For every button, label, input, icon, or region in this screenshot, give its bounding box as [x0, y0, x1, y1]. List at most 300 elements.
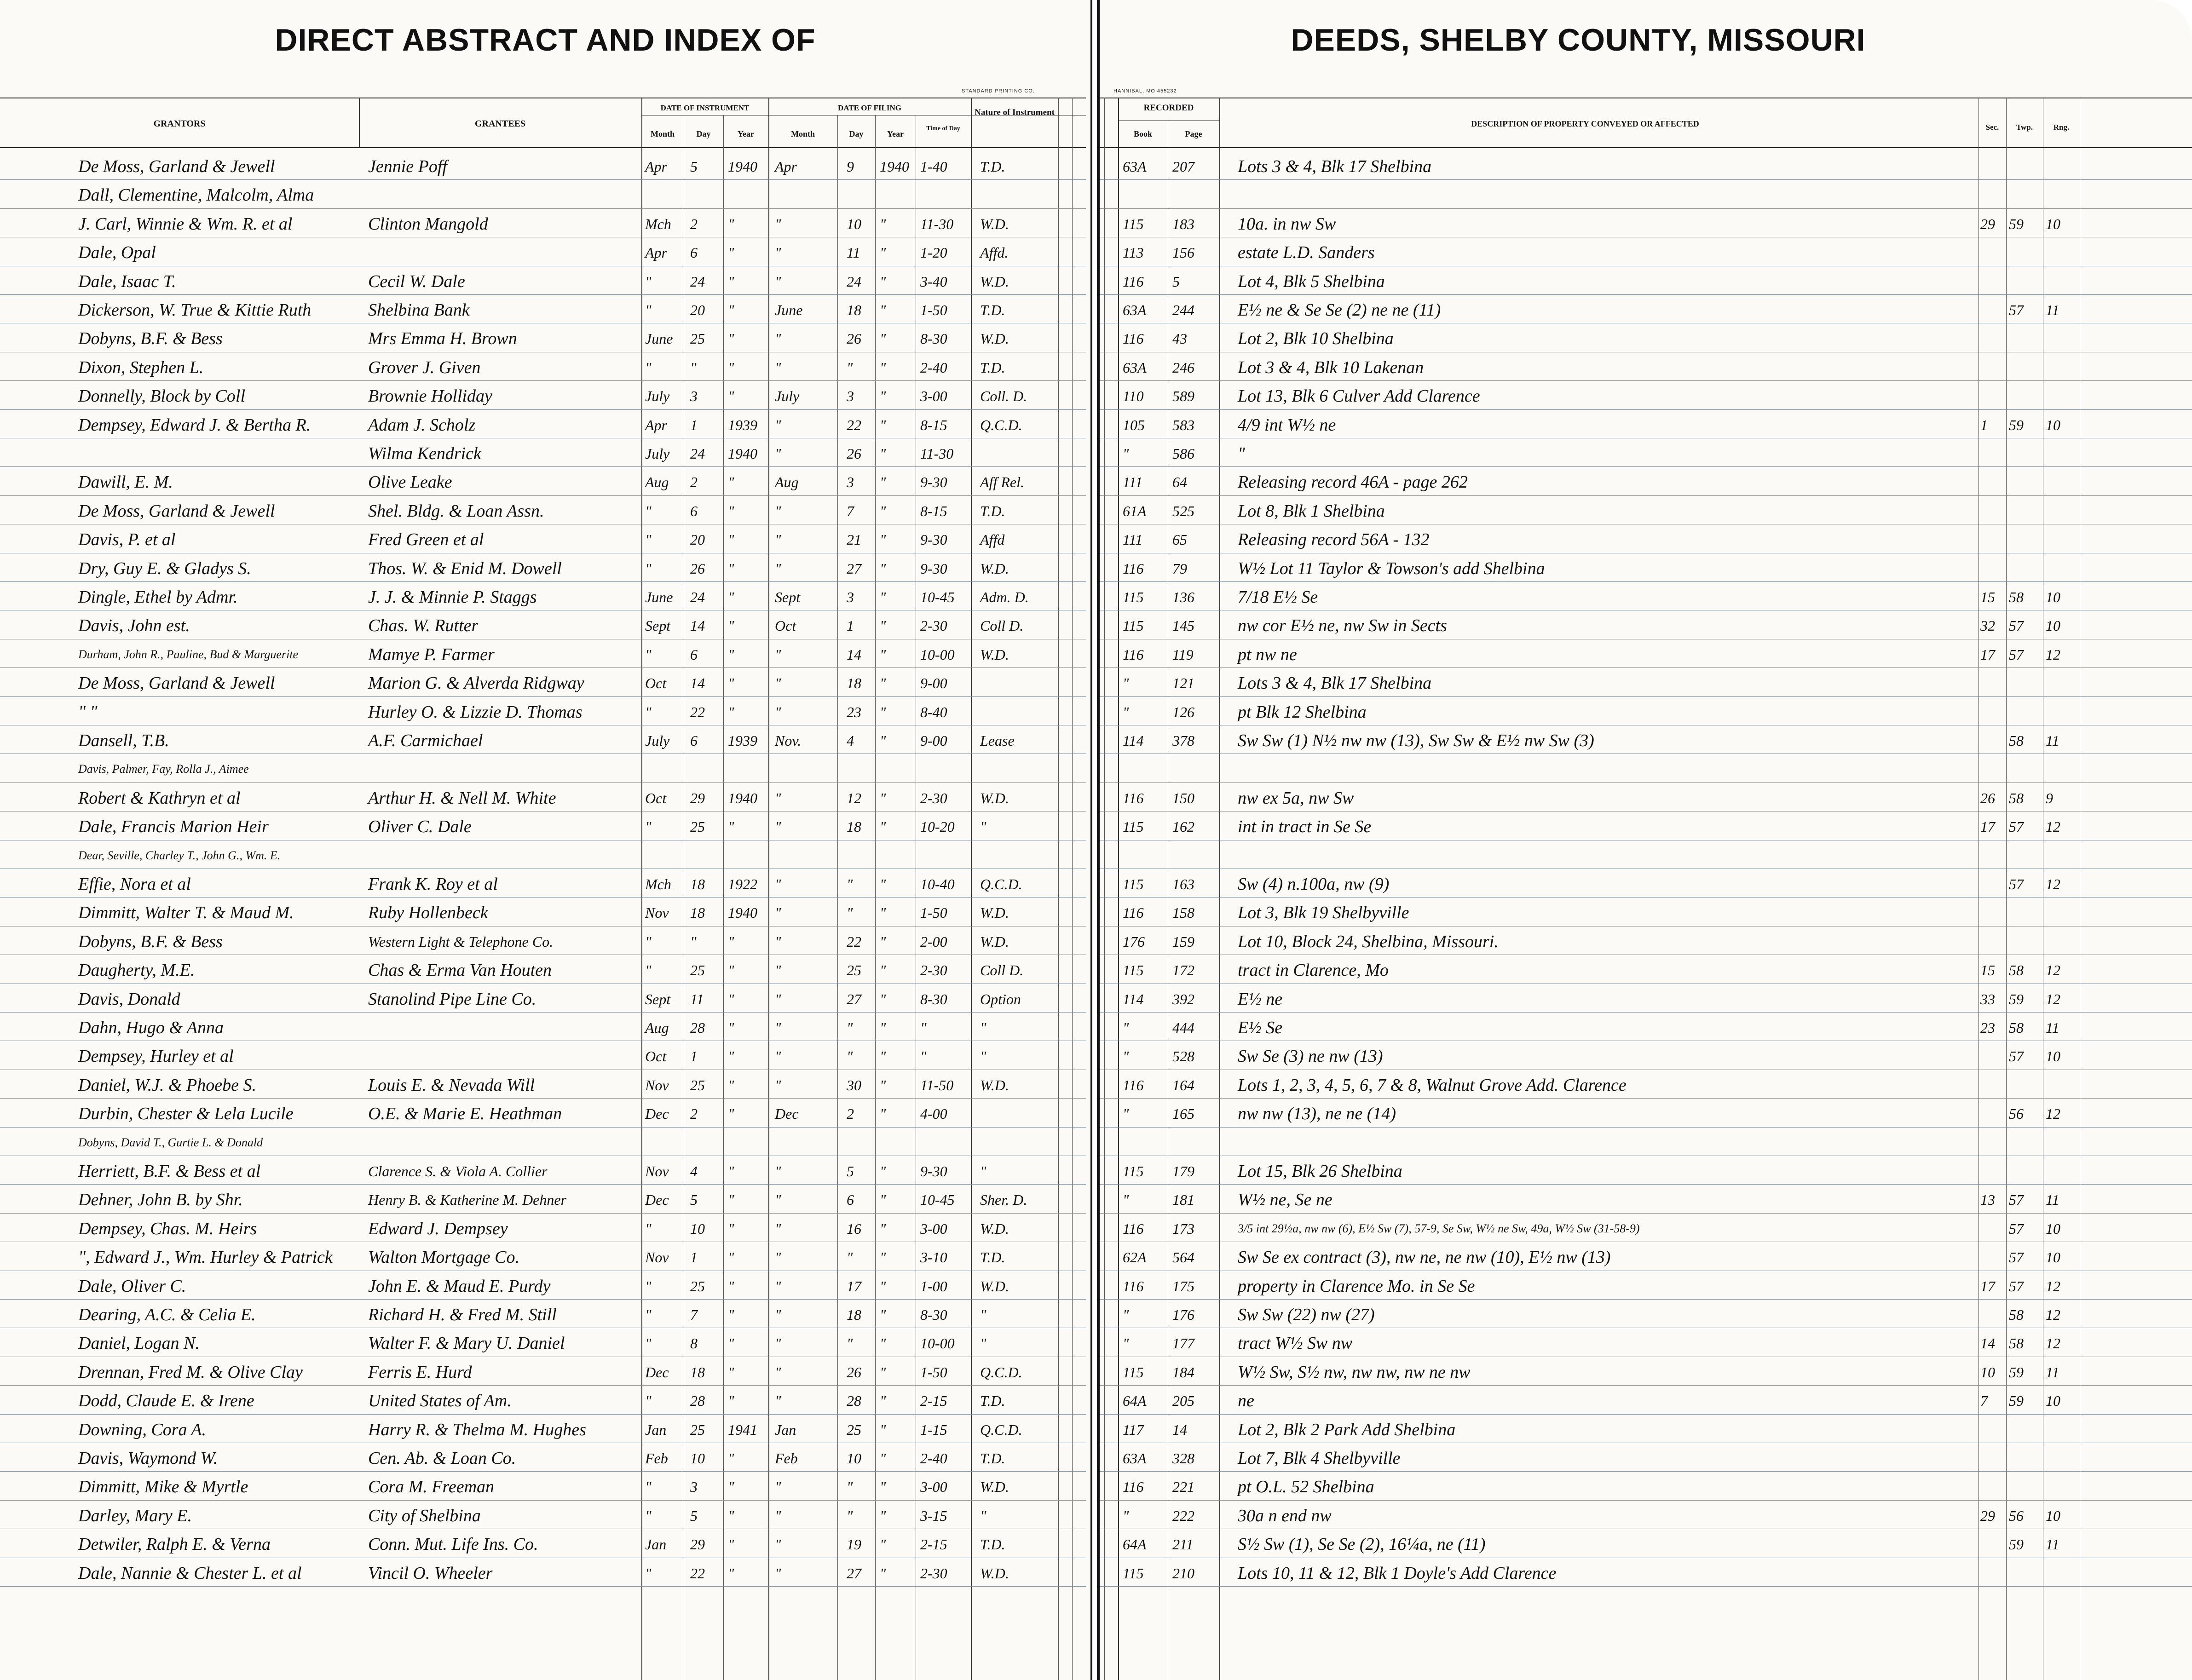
file-month-cell: " — [775, 1249, 781, 1266]
book-cell: " — [1123, 1306, 1129, 1323]
file-year-cell: " — [880, 503, 886, 519]
file-day-cell: 24 — [847, 273, 861, 290]
ruled-line — [0, 581, 1086, 582]
grantor-cell: Dixon, Stephen L. — [78, 358, 204, 377]
description-cell: 10a. in nw Sw — [1238, 214, 1336, 234]
grantor-cell: Davis, John est. — [78, 616, 190, 635]
inst-month-cell: Jan — [645, 1536, 667, 1553]
inst-month-cell: Mch — [645, 876, 671, 892]
col-header-page: Page — [1185, 129, 1202, 138]
page-cell: 378 — [1172, 732, 1194, 749]
grantee-cell: Walter F. & Mary U. Daniel — [368, 1334, 565, 1353]
nature-cell: W.D. — [980, 790, 1009, 806]
page-cell: 246 — [1172, 359, 1194, 376]
grantor-cell: Donnelly, Block by Coll — [78, 386, 246, 406]
col-header-nature: Nature of Instrument — [975, 108, 1055, 117]
book-cell: 116 — [1123, 330, 1144, 347]
ruled-line — [0, 1586, 1086, 1587]
book-cell: 115 — [1123, 216, 1144, 232]
grantor-cell: Durbin, Chester & Lela Lucile — [78, 1104, 294, 1123]
book-cell: " — [1123, 1105, 1129, 1122]
file-year-cell: 1940 — [880, 158, 909, 175]
time-cell: 2-40 — [920, 1450, 947, 1467]
description-cell: 4/9 int W½ ne — [1238, 415, 1336, 435]
inst-day-cell: 10 — [690, 1220, 705, 1237]
inst-month-cell: Aug — [645, 474, 669, 490]
file-month-cell: Apr — [775, 158, 797, 175]
inst-day-cell: 28 — [690, 1019, 705, 1036]
grantee-cell: Oliver C. Dale — [368, 817, 472, 836]
inst-year-cell: " — [728, 1335, 734, 1352]
inst-month-cell: Sept — [645, 617, 671, 634]
col-header-inst-day: Day — [696, 129, 711, 138]
time-cell: 1-40 — [920, 158, 947, 175]
nature-cell: W.D. — [980, 216, 1009, 232]
nature-cell: " — [980, 1048, 986, 1064]
nature-cell: Coll D. — [980, 617, 1024, 634]
nature-cell: Affd. — [980, 244, 1009, 261]
col-header-date-filing: DATE OF FILING — [838, 104, 901, 112]
file-month-cell: July — [775, 388, 800, 404]
time-cell: 8-15 — [920, 503, 947, 519]
file-month-cell: Oct — [775, 617, 796, 634]
file-day-cell: 22 — [847, 417, 861, 433]
grantor-cell: Davis, Donald — [78, 990, 180, 1009]
page-cell: 222 — [1172, 1507, 1194, 1524]
file-day-cell: 2 — [847, 1105, 854, 1122]
file-year-cell: " — [880, 732, 886, 749]
inst-year-cell: " — [728, 1392, 734, 1409]
inst-day-cell: 6 — [690, 244, 698, 261]
page-cell: 586 — [1172, 445, 1194, 462]
description-cell: Lot 7, Blk 4 Shelbyville — [1238, 1449, 1401, 1468]
book-cell: 62A — [1123, 1249, 1147, 1266]
col-header-sec: Sec. — [1985, 123, 1999, 132]
nature-cell: W.D. — [980, 1220, 1009, 1237]
ruled-line — [1100, 667, 2192, 668]
twp-cell: 57 — [2009, 818, 2024, 835]
file-day-cell: " — [847, 1507, 853, 1524]
inst-day-cell: 25 — [690, 1421, 705, 1438]
inst-month-cell: Oct — [645, 1048, 667, 1064]
page-cell: 528 — [1172, 1048, 1194, 1064]
col-header-grantors: GRANTORS — [153, 119, 206, 129]
file-month-cell: " — [775, 704, 781, 720]
inst-year-cell: " — [728, 560, 734, 577]
time-cell: " — [920, 1019, 927, 1036]
file-year-cell: " — [880, 302, 886, 318]
book-cell: 63A — [1123, 302, 1147, 318]
file-day-cell: 4 — [847, 732, 854, 749]
grantor-cell: Darley, Mary E. — [78, 1506, 192, 1525]
page-cell: 150 — [1172, 790, 1194, 806]
inst-year-cell: 1940 — [728, 790, 757, 806]
file-month-cell: " — [775, 1019, 781, 1036]
inst-day-cell: 5 — [690, 1191, 698, 1208]
inst-day-cell: 24 — [690, 445, 705, 462]
file-year-cell: " — [880, 933, 886, 950]
description-cell: E½ Se — [1238, 1018, 1283, 1037]
time-cell: 10-20 — [920, 818, 955, 835]
twp-cell: 58 — [2009, 790, 2024, 806]
file-month-cell: Sept — [775, 589, 801, 605]
grantor-cell: Dale, Isaac T. — [78, 272, 176, 291]
grantee-cell: Frank K. Roy et al — [368, 875, 498, 894]
time-cell: 10-40 — [920, 876, 955, 892]
time-cell: 9-30 — [920, 1163, 947, 1179]
file-year-cell: " — [880, 962, 886, 978]
inst-year-cell: " — [728, 1105, 734, 1122]
time-cell: 2-15 — [920, 1392, 947, 1409]
page-cell: 205 — [1172, 1392, 1194, 1409]
grantor-cell: Dale, Opal — [78, 243, 156, 262]
inst-day-cell: 24 — [690, 273, 705, 290]
book-cell: 113 — [1123, 244, 1144, 261]
ruled-line — [0, 1414, 1086, 1415]
description-cell: Lot 10, Block 24, Shelbina, Missouri. — [1238, 932, 1499, 951]
grantor-cell: Dempsey, Hurley et al — [78, 1047, 234, 1066]
book-cell: 63A — [1123, 158, 1147, 175]
book-cell: 63A — [1123, 1450, 1147, 1467]
grantor-cell: Daniel, Logan N. — [78, 1334, 200, 1353]
inst-year-cell: " — [728, 1077, 734, 1093]
page-cell: 163 — [1172, 876, 1194, 892]
page-cell: 164 — [1172, 1077, 1194, 1093]
time-cell: 2-00 — [920, 933, 947, 950]
grantee-cell: A.F. Carmichael — [368, 731, 483, 750]
description-cell: ne — [1238, 1391, 1254, 1410]
grantor-cell: Dobyns, B.F. & Bess — [78, 329, 223, 348]
file-day-cell: 6 — [847, 1191, 854, 1208]
header-bottom-rule — [0, 147, 1086, 148]
grantor-cell: Daniel, W.J. & Phoebe S. — [78, 1076, 256, 1095]
inst-year-cell: " — [728, 962, 734, 978]
grantor-cell: Dimmitt, Walter T. & Maud M. — [78, 903, 294, 922]
col-header-inst-year: Year — [738, 129, 754, 138]
grantee-cell: Arthur H. & Nell M. White — [368, 788, 556, 808]
grantor-cell: Davis, P. et al — [78, 530, 176, 549]
description-cell: Lot 13, Blk 6 Culver Add Clarence — [1238, 386, 1480, 406]
grantee-cell: Chas & Erma Van Houten — [368, 961, 552, 980]
description-cell: pt Blk 12 Shelbina — [1238, 702, 1367, 722]
description-cell: Lots 3 & 4, Blk 17 Shelbina — [1238, 157, 1432, 176]
rng-cell: 11 — [2046, 302, 2059, 318]
ruled-line — [0, 495, 1086, 496]
nature-cell: " — [980, 818, 986, 835]
description-cell: Lot 15, Blk 26 Shelbina — [1238, 1162, 1402, 1181]
description-cell: tract in Clarence, Mo — [1238, 961, 1389, 980]
inst-year-cell: 1922 — [728, 876, 757, 892]
sec-cell: 7 — [1980, 1392, 1988, 1409]
time-cell: 2-40 — [920, 359, 947, 376]
sec-cell: 13 — [1980, 1191, 1995, 1208]
page-cell: 126 — [1172, 704, 1194, 720]
description-cell: W½ ne, Se ne — [1238, 1190, 1333, 1209]
file-year-cell: " — [880, 1536, 886, 1553]
file-day-cell: 3 — [847, 474, 854, 490]
description-cell: Lot 4, Blk 5 Shelbina — [1238, 272, 1385, 291]
nature-cell: W.D. — [980, 330, 1009, 347]
file-month-cell: Jan — [775, 1421, 796, 1438]
grantee-cell: Edward J. Dempsey — [368, 1219, 508, 1238]
inst-month-cell: July — [645, 388, 670, 404]
description-cell: estate L.D. Sanders — [1238, 243, 1375, 262]
description-cell: S½ Sw (1), Se Se (2), 16¼a, ne (11) — [1238, 1535, 1486, 1554]
sec-cell: 17 — [1980, 646, 1995, 663]
grantee-cell: Marion G. & Alverda Ridgway — [368, 673, 584, 693]
col-header-time: Time of Day — [926, 125, 960, 132]
page-cell: 444 — [1172, 1019, 1194, 1036]
file-year-cell: " — [880, 876, 886, 892]
book-cell: 61A — [1123, 503, 1147, 519]
grantor-cell: ", Edward J., Wm. Hurley & Patrick — [78, 1248, 333, 1267]
inst-month-cell: " — [645, 704, 652, 720]
file-month-cell: " — [775, 273, 781, 290]
ruled-line — [1100, 1213, 2192, 1214]
page-cell: 181 — [1172, 1191, 1194, 1208]
inst-month-cell: " — [645, 1335, 652, 1352]
nature-cell: T.D. — [980, 1249, 1005, 1266]
time-cell: 1-20 — [920, 244, 947, 261]
page-cell: 162 — [1172, 818, 1194, 835]
inst-year-cell: " — [728, 273, 734, 290]
description-cell: Lots 3 & 4, Blk 17 Shelbina — [1238, 673, 1432, 693]
description-cell: W½ Lot 11 Taylor & Towson's add Shelbina — [1238, 559, 1545, 578]
nature-cell: T.D. — [980, 302, 1005, 318]
inst-day-cell: 8 — [690, 1335, 698, 1352]
ruled-line — [1100, 581, 2192, 582]
time-cell: 3-00 — [920, 1220, 947, 1237]
book-cell: " — [1123, 675, 1129, 691]
file-month-cell: " — [775, 876, 781, 892]
file-day-cell: 26 — [847, 1364, 861, 1381]
inst-day-cell: 10 — [690, 1450, 705, 1467]
nature-cell: Lease — [980, 732, 1015, 749]
page-cell: 119 — [1172, 646, 1194, 663]
description-cell: Releasing record 46A - page 262 — [1238, 472, 1468, 492]
file-month-cell: " — [775, 417, 781, 433]
twp-cell: 59 — [2009, 1536, 2024, 1553]
page-cell: 65 — [1172, 531, 1187, 548]
file-month-cell: Nov. — [775, 732, 802, 749]
file-day-cell: 21 — [847, 531, 861, 548]
book-cell: 115 — [1123, 1163, 1144, 1179]
inst-day-cell: 25 — [690, 1077, 705, 1093]
file-month-cell: " — [775, 1364, 781, 1381]
inst-year-cell: " — [728, 646, 734, 663]
book-cell: 115 — [1123, 1364, 1144, 1381]
nature-cell: Q.C.D. — [980, 417, 1022, 433]
twp-cell: 58 — [2009, 589, 2024, 605]
sec-cell: 17 — [1980, 1278, 1995, 1295]
file-day-cell: " — [847, 359, 853, 376]
nature-cell: " — [980, 1335, 986, 1352]
ruled-line — [0, 1299, 1086, 1300]
page-cell: 211 — [1172, 1536, 1194, 1553]
grantee-cell: Western Light & Telephone Co. — [368, 933, 554, 950]
nature-cell: " — [980, 1306, 986, 1323]
twp-cell: 57 — [2009, 876, 2024, 892]
sec-cell: 10 — [1980, 1364, 1995, 1381]
file-day-cell: 26 — [847, 330, 861, 347]
grantee-cell: J. J. & Minnie P. Staggs — [368, 587, 537, 607]
inst-month-cell: Oct — [645, 675, 667, 691]
book-cell: 115 — [1123, 876, 1144, 892]
ruled-line — [1100, 1471, 2192, 1472]
col-header-rng: Rng. — [2053, 123, 2070, 132]
nature-cell: Option — [980, 991, 1021, 1007]
grantor-cell: Dale, Francis Marion Heir — [78, 817, 269, 836]
col-header-date-instrument: DATE OF INSTRUMENT — [660, 104, 750, 112]
grantor-cell: Dahn, Hugo & Anna — [78, 1018, 224, 1037]
description-cell: Sw (4) n.100a, nw (9) — [1238, 875, 1390, 894]
rng-cell: 11 — [2046, 1536, 2059, 1553]
grantor-cell: Dall, Clementine, Malcolm, Alma — [78, 185, 314, 205]
inst-day-cell: 5 — [690, 1507, 698, 1524]
file-day-cell: 1 — [847, 617, 854, 634]
file-year-cell: " — [880, 216, 886, 232]
inst-month-cell: July — [645, 732, 670, 749]
file-year-cell: " — [880, 1191, 886, 1208]
time-cell: 3-00 — [920, 1479, 947, 1495]
nature-cell: Sher. D. — [980, 1191, 1027, 1208]
inst-day-cell: 25 — [690, 962, 705, 978]
description-cell: Lots 1, 2, 3, 4, 5, 6, 7 & 8, Walnut Grove Add. Clarence — [1238, 1076, 1627, 1095]
col-header-book: Book — [1133, 129, 1153, 138]
file-year-cell: " — [880, 1306, 886, 1323]
nature-cell: T.D. — [980, 1392, 1005, 1409]
rng-cell: 9 — [2046, 790, 2053, 806]
inst-day-cell: 1 — [690, 1048, 698, 1064]
ruled-line — [1100, 1098, 2192, 1099]
inst-day-cell: 6 — [690, 503, 698, 519]
time-cell: 10-45 — [920, 589, 955, 605]
description-cell: " — [1238, 444, 1245, 463]
inst-year-cell: " — [728, 1306, 734, 1323]
rng-cell: 12 — [2046, 991, 2060, 1007]
grantee-cell: Wilma Kendrick — [368, 444, 481, 463]
book-cell: 115 — [1123, 617, 1144, 634]
col-header-twp: Twp. — [2016, 123, 2033, 132]
grantee-cell: Ruby Hollenbeck — [368, 903, 488, 922]
twp-cell: 58 — [2009, 732, 2024, 749]
ruled-line — [0, 1500, 1086, 1501]
grantor-cell: Dimmitt, Mike & Myrtle — [78, 1477, 248, 1496]
description-cell: 7/18 E½ Se — [1238, 587, 1318, 607]
nature-cell: Q.C.D. — [980, 1421, 1022, 1438]
file-month-cell: " — [775, 1278, 781, 1295]
nature-cell: T.D. — [980, 158, 1005, 175]
left-page — [0, 0, 1090, 1680]
time-cell: 3-00 — [920, 388, 947, 404]
time-cell: 1-15 — [920, 1421, 947, 1438]
inst-month-cell: " — [645, 273, 652, 290]
file-day-cell: 10 — [847, 1450, 861, 1467]
ruled-line — [0, 208, 1086, 209]
ruled-line — [1100, 1184, 2192, 1185]
inst-day-cell: 2 — [690, 474, 698, 490]
file-day-cell: 12 — [847, 790, 861, 806]
inst-year-cell: " — [728, 675, 734, 691]
book-cell: " — [1123, 1335, 1129, 1352]
inst-month-cell: Nov — [645, 1077, 669, 1093]
time-cell: 8-15 — [920, 417, 947, 433]
inst-day-cell: 22 — [690, 704, 705, 720]
inst-year-cell: " — [728, 589, 734, 605]
file-month-cell: " — [775, 1392, 781, 1409]
col-header-grantees: GRANTEES — [474, 119, 526, 129]
inst-month-cell: Nov — [645, 1249, 669, 1266]
rng-cell: 10 — [2046, 1249, 2060, 1266]
inst-month-cell: " — [645, 1479, 652, 1495]
book-cell: 114 — [1123, 991, 1144, 1007]
file-day-cell: 25 — [847, 962, 861, 978]
grantee-cell: Thos. W. & Enid M. Dowell — [368, 559, 562, 578]
time-cell: 11-30 — [920, 216, 954, 232]
rng-cell: 12 — [2046, 646, 2060, 663]
book-cell: 116 — [1123, 904, 1144, 921]
grantee-cell: Walton Mortgage Co. — [368, 1248, 519, 1267]
inst-month-cell: Mch — [645, 216, 671, 232]
inst-month-cell: Feb — [645, 1450, 668, 1467]
grantor-cell: Dearing, A.C. & Celia E. — [78, 1305, 256, 1324]
grantee-cell: City of Shelbina — [368, 1506, 481, 1525]
time-cell: 2-30 — [920, 962, 947, 978]
sec-cell: 17 — [1980, 818, 1995, 835]
page-cell: 183 — [1172, 216, 1194, 232]
right-page — [1100, 0, 2192, 1680]
book-cell: 176 — [1123, 933, 1145, 950]
inst-day-cell: 22 — [690, 1565, 705, 1582]
twp-cell: 57 — [2009, 646, 2024, 663]
inst-day-cell: 3 — [690, 1479, 698, 1495]
inst-day-cell: 20 — [690, 302, 705, 318]
inst-month-cell: " — [645, 359, 652, 376]
grantor-cell: Dry, Guy E. & Gladys S. — [78, 559, 251, 578]
right-header-bottom-rule — [1100, 147, 2192, 148]
inst-day-cell: 18 — [690, 876, 705, 892]
book-cell: 116 — [1123, 560, 1144, 577]
grantee-cell: Chas. W. Rutter — [368, 616, 479, 635]
book-cell: " — [1123, 445, 1129, 462]
file-day-cell: 7 — [847, 503, 854, 519]
grantor-cell: Dobyns, B.F. & Bess — [78, 932, 223, 951]
twp-cell: 58 — [2009, 962, 2024, 978]
grantee-cell: Harry R. & Thelma M. Hughes — [368, 1420, 586, 1439]
nature-cell: T.D. — [980, 1536, 1005, 1553]
grantor-cell: De Moss, Garland & Jewell — [78, 673, 275, 693]
book-cell: 115 — [1123, 962, 1144, 978]
twp-cell: 59 — [2009, 991, 2024, 1007]
ruled-line — [1100, 1586, 2192, 1587]
description-cell: nw ex 5a, nw Sw — [1238, 788, 1354, 808]
ruled-line — [0, 1471, 1086, 1472]
file-month-cell: June — [775, 302, 803, 318]
grantor-cell: Detwiler, Ralph E. & Verna — [78, 1535, 271, 1554]
twp-cell: 58 — [2009, 1306, 2024, 1323]
nature-cell: W.D. — [980, 1479, 1009, 1495]
time-cell: 3-15 — [920, 1507, 947, 1524]
inst-month-cell: " — [645, 1565, 652, 1582]
twp-cell: 59 — [2009, 417, 2024, 433]
file-month-cell: " — [775, 1077, 781, 1093]
page-cell: 173 — [1172, 1220, 1194, 1237]
inst-month-cell: " — [645, 933, 652, 950]
file-month-cell: " — [775, 1048, 781, 1064]
grantor-cell: De Moss, Garland & Jewell — [78, 157, 275, 176]
inst-day-cell: " — [690, 359, 697, 376]
inst-day-cell: 24 — [690, 589, 705, 605]
